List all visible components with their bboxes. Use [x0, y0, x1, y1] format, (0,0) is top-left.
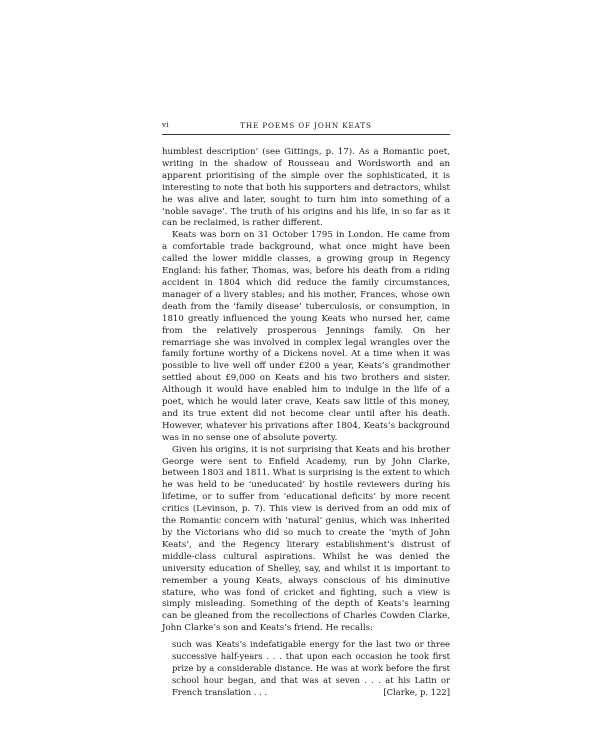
quote-citation: [Clarke, p. 122]: [383, 686, 450, 697]
paragraph-education: Given his origins, it is not surprising that Keats and his brother George were sent to Enfield Academy, run by John Clarke, between 1803 and 1811. What is surprising is the extent to which he was held to be ‘uneducated’ by hostile reviewers during his lifetime, or to suffer from ‘educational deficits’ by more recent critics (Levinson, p. 7). This view is derived from an odd mix of the Romantic concern with ‘natural’ genius, which was inherited by the Victorians who did so much to create the ‘myth of John Keats’, and the Regency literary establishment’s distrust of middle-class cultural aspirations. Whilst he was denied the university education of Shelley, say, and whilst it is important to remember a young Keats, always conscious of his diminutive stature, who was fond of cricket and fighting, such a view is simply misleading. Something of the depth of Keats’s learning can be gleaned from the recollections of Charles Cowden Clarke, John Clarke’s son and Keats’s friend. He recalls:: [162, 444, 450, 634]
book-page: [162, 120, 450, 699]
running-head-title: THE POEMS OF JOHN KEATS: [240, 121, 372, 130]
running-head: [162, 120, 450, 135]
paragraph-birth: Keats was born on 31 October 1795 in London. He came from a comfortable trade background, what once might have been called the lower middle classes, a growing group in Regency England: his father, Thomas, was, before his death from a riding accident in 1804 which did reduce the family circumstances, manager of a livery stables; and his mother, Frances, whose own death from the ‘family disease’ tuberculosis, or consumption, in 1810 greatly influenced the young Keats who nursed her, came from the relatively prosperous Jennings family. On her remarriage she was involved in complex legal wrangles over the family fortune worthy of a Dickens novel. At a time when it was possible to live well off under £200 a year, Keats’s grandmother settled about £9,000 on Keats and his two brothers and sister. Although it would have enabled him to indulge in the life of a poet, which he would later crave, Keats saw little of this money, and its true extent did not become clear until after his death. However, whatever his privations after 1804, Keats’s background was in no sense one of absolute poverty.: [162, 230, 450, 443]
quote-text: such was Keats’s indefatigable energy for the last two or three successive half-years . . . that upon each occasion he took first prize by a considerable distance. He was at work before the first school hour began, and that was at seven . . . at his Latin or French translation . . .: [172, 639, 450, 697]
page-number: vi: [162, 121, 170, 129]
block-quote: [172, 639, 450, 699]
body-text: [162, 147, 450, 699]
paragraph-continuation: humblest description’ (see Gittings, p. 17). As a Romantic poet, writing in the shadow of Rousseau and Wordsworth and an apparent prioritising of the simple over the sophisticated, it is interesting to note that both his supporters and detractors, whilst he was alive and later, sought to turn him into something of a ‘noble savage’. The truth of his origins and his life, in so far as it can be reclaimed, is rather different.: [162, 147, 450, 229]
